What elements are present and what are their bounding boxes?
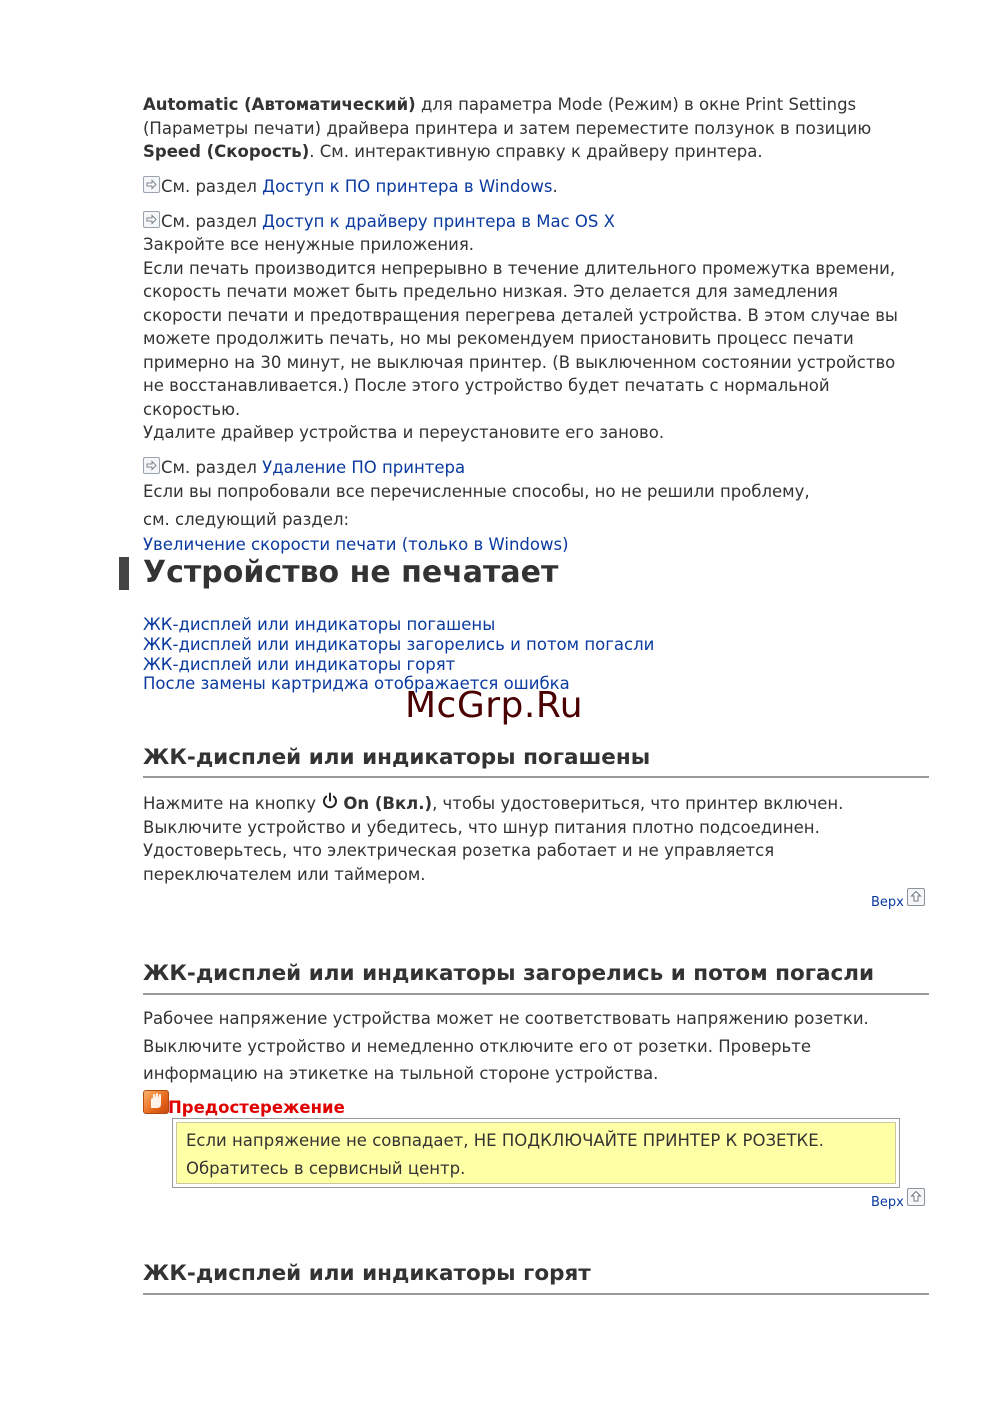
see-prefix: См. раздел: [161, 212, 263, 231]
toc-link-cartridge-error[interactable]: После замены картриджа отображается ошибка: [143, 674, 570, 694]
divider: [143, 993, 929, 995]
arrow-right-icon: [143, 457, 160, 474]
toc-link-on[interactable]: ЖК-дисплей или индикаторы горят: [143, 654, 456, 674]
intro-text-2: (Параметры печати) драйвера принтера и затем переместите ползунок в позицию: [143, 118, 872, 138]
back-to-top-link[interactable]: Верх: [871, 1195, 904, 1210]
section1-text: Нажмите на кнопку: [143, 794, 322, 813]
see-next-text: см. следующий раздел:: [143, 510, 350, 529]
page-title: Устройство не печатает: [143, 555, 559, 590]
caution-line: Если напряжение не совпадает, НЕ ПОДКЛЮЧАЙТЕ ПРИНТЕР К РОЗЕТКЕ.: [186, 1131, 824, 1150]
divider: [143, 1293, 929, 1295]
advice-paragraph: [143, 233, 943, 445]
see-prefix: См. раздел: [161, 177, 263, 196]
link-mac-driver[interactable]: Доступ к драйверу принтера в Mac OS X: [262, 212, 615, 231]
caution-title: Предостережение: [168, 1098, 345, 1117]
section1-text: Удостоверьтесь, что электрическая розетка работает и не управляется: [143, 841, 775, 860]
mode-automatic-label: Automatic (Автоматический): [143, 95, 416, 114]
section1-heading: ЖК-дисплей или индикаторы погашены: [143, 745, 651, 770]
see-prefix: См. раздел: [161, 458, 263, 477]
section2-text: информацию на этикетке на тыльной стороне устройства.: [143, 1064, 659, 1083]
heading-bar: [119, 557, 129, 590]
caution-panel: [176, 1122, 896, 1184]
section3-heading: ЖК-дисплей или индикаторы горят: [143, 1261, 591, 1286]
toc-link-on-then-off[interactable]: ЖК-дисплей или индикаторы загорелись и потом погасли: [143, 634, 655, 654]
toc-link-off[interactable]: ЖК-дисплей или индикаторы погашены: [143, 615, 496, 634]
back-to-top-link[interactable]: Верх: [871, 895, 904, 910]
arrow-up-icon[interactable]: [907, 888, 925, 906]
caution-line: Обратитесь в сервисный центр.: [186, 1159, 466, 1178]
long-print-line: не восстанавливается.) После этого устройство будет печатать с нормальной: [143, 376, 830, 395]
section1-text: переключателем или таймером.: [143, 864, 426, 884]
long-print-line: можете продолжить печать, но мы рекомендуем приостановить процесс печати: [143, 329, 854, 348]
link-increase-speed[interactable]: Увеличение скорости печати (только в Windows): [143, 535, 569, 554]
link-windows-software[interactable]: Доступ к ПО принтера в Windows: [262, 177, 553, 196]
see-windows-line: [143, 175, 558, 199]
long-print-line: примерно на 30 минут, не выключая принтер. (В выключенном состоянии устройство: [143, 352, 896, 372]
section2-heading: ЖК-дисплей или индикаторы загорелись и потом погасли: [143, 961, 875, 986]
section1-text: Выключите устройство и убедитесь, что шнур питания плотно подсоединен.: [143, 817, 820, 837]
arrow-right-icon: [143, 211, 160, 228]
watermark: McGrp.Ru: [405, 685, 584, 726]
long-print-line: скоростью.: [143, 399, 241, 419]
intro-text-1: для параметра Mode (Режим) в окне Print Settings: [415, 95, 857, 114]
caution-text: [186, 1127, 824, 1183]
speed-label: Speed (Скорость): [143, 142, 310, 161]
tried-all-text: Если вы попробовали все перечисленные способы, но не решили проблему,: [143, 482, 810, 501]
link-uninstall[interactable]: Удаление ПО принтера: [262, 458, 466, 477]
section2-text: Рабочее напряжение устройства может не соответствовать напряжению розетки.: [143, 1009, 869, 1028]
section1-text: , чтобы удостовериться, что принтер включен.: [432, 794, 844, 813]
power-icon: [321, 792, 339, 810]
section2-body: [143, 1005, 943, 1088]
see-suffix: .: [552, 177, 558, 196]
section1-body: [143, 792, 943, 886]
arrow-up-icon[interactable]: [907, 1188, 925, 1206]
close-apps-text: Закройте все ненужные приложения.: [143, 235, 475, 254]
section2-text: Выключите устройство и немедленно отключите его от розетки. Проверьте: [143, 1036, 812, 1056]
long-print-line: Если печать производится непрерывно в течение длительного промежутка времени,: [143, 258, 896, 278]
divider: [143, 776, 929, 778]
caution-hand-icon: [143, 1090, 169, 1114]
section-toc: [143, 615, 654, 694]
intro-paragraph: [143, 93, 943, 164]
see-uninstall-line: [143, 456, 465, 480]
long-print-line: скорости печати и предотвращения перегрева деталей устройства. В этом случае вы: [143, 305, 898, 325]
long-print-line: скорость печати может быть предельно низкая. Это делается для замедления: [143, 282, 838, 301]
see-mac-line: [143, 210, 615, 234]
reinstall-text: Удалите драйвер устройства и переустановите его заново.: [143, 423, 665, 442]
caution-box: [172, 1118, 900, 1188]
on-button-label: On (Вкл.): [343, 794, 433, 813]
intro-text-3: . См. интерактивную справку к драйверу принтера.: [309, 142, 763, 161]
arrow-right-icon: [143, 176, 160, 193]
